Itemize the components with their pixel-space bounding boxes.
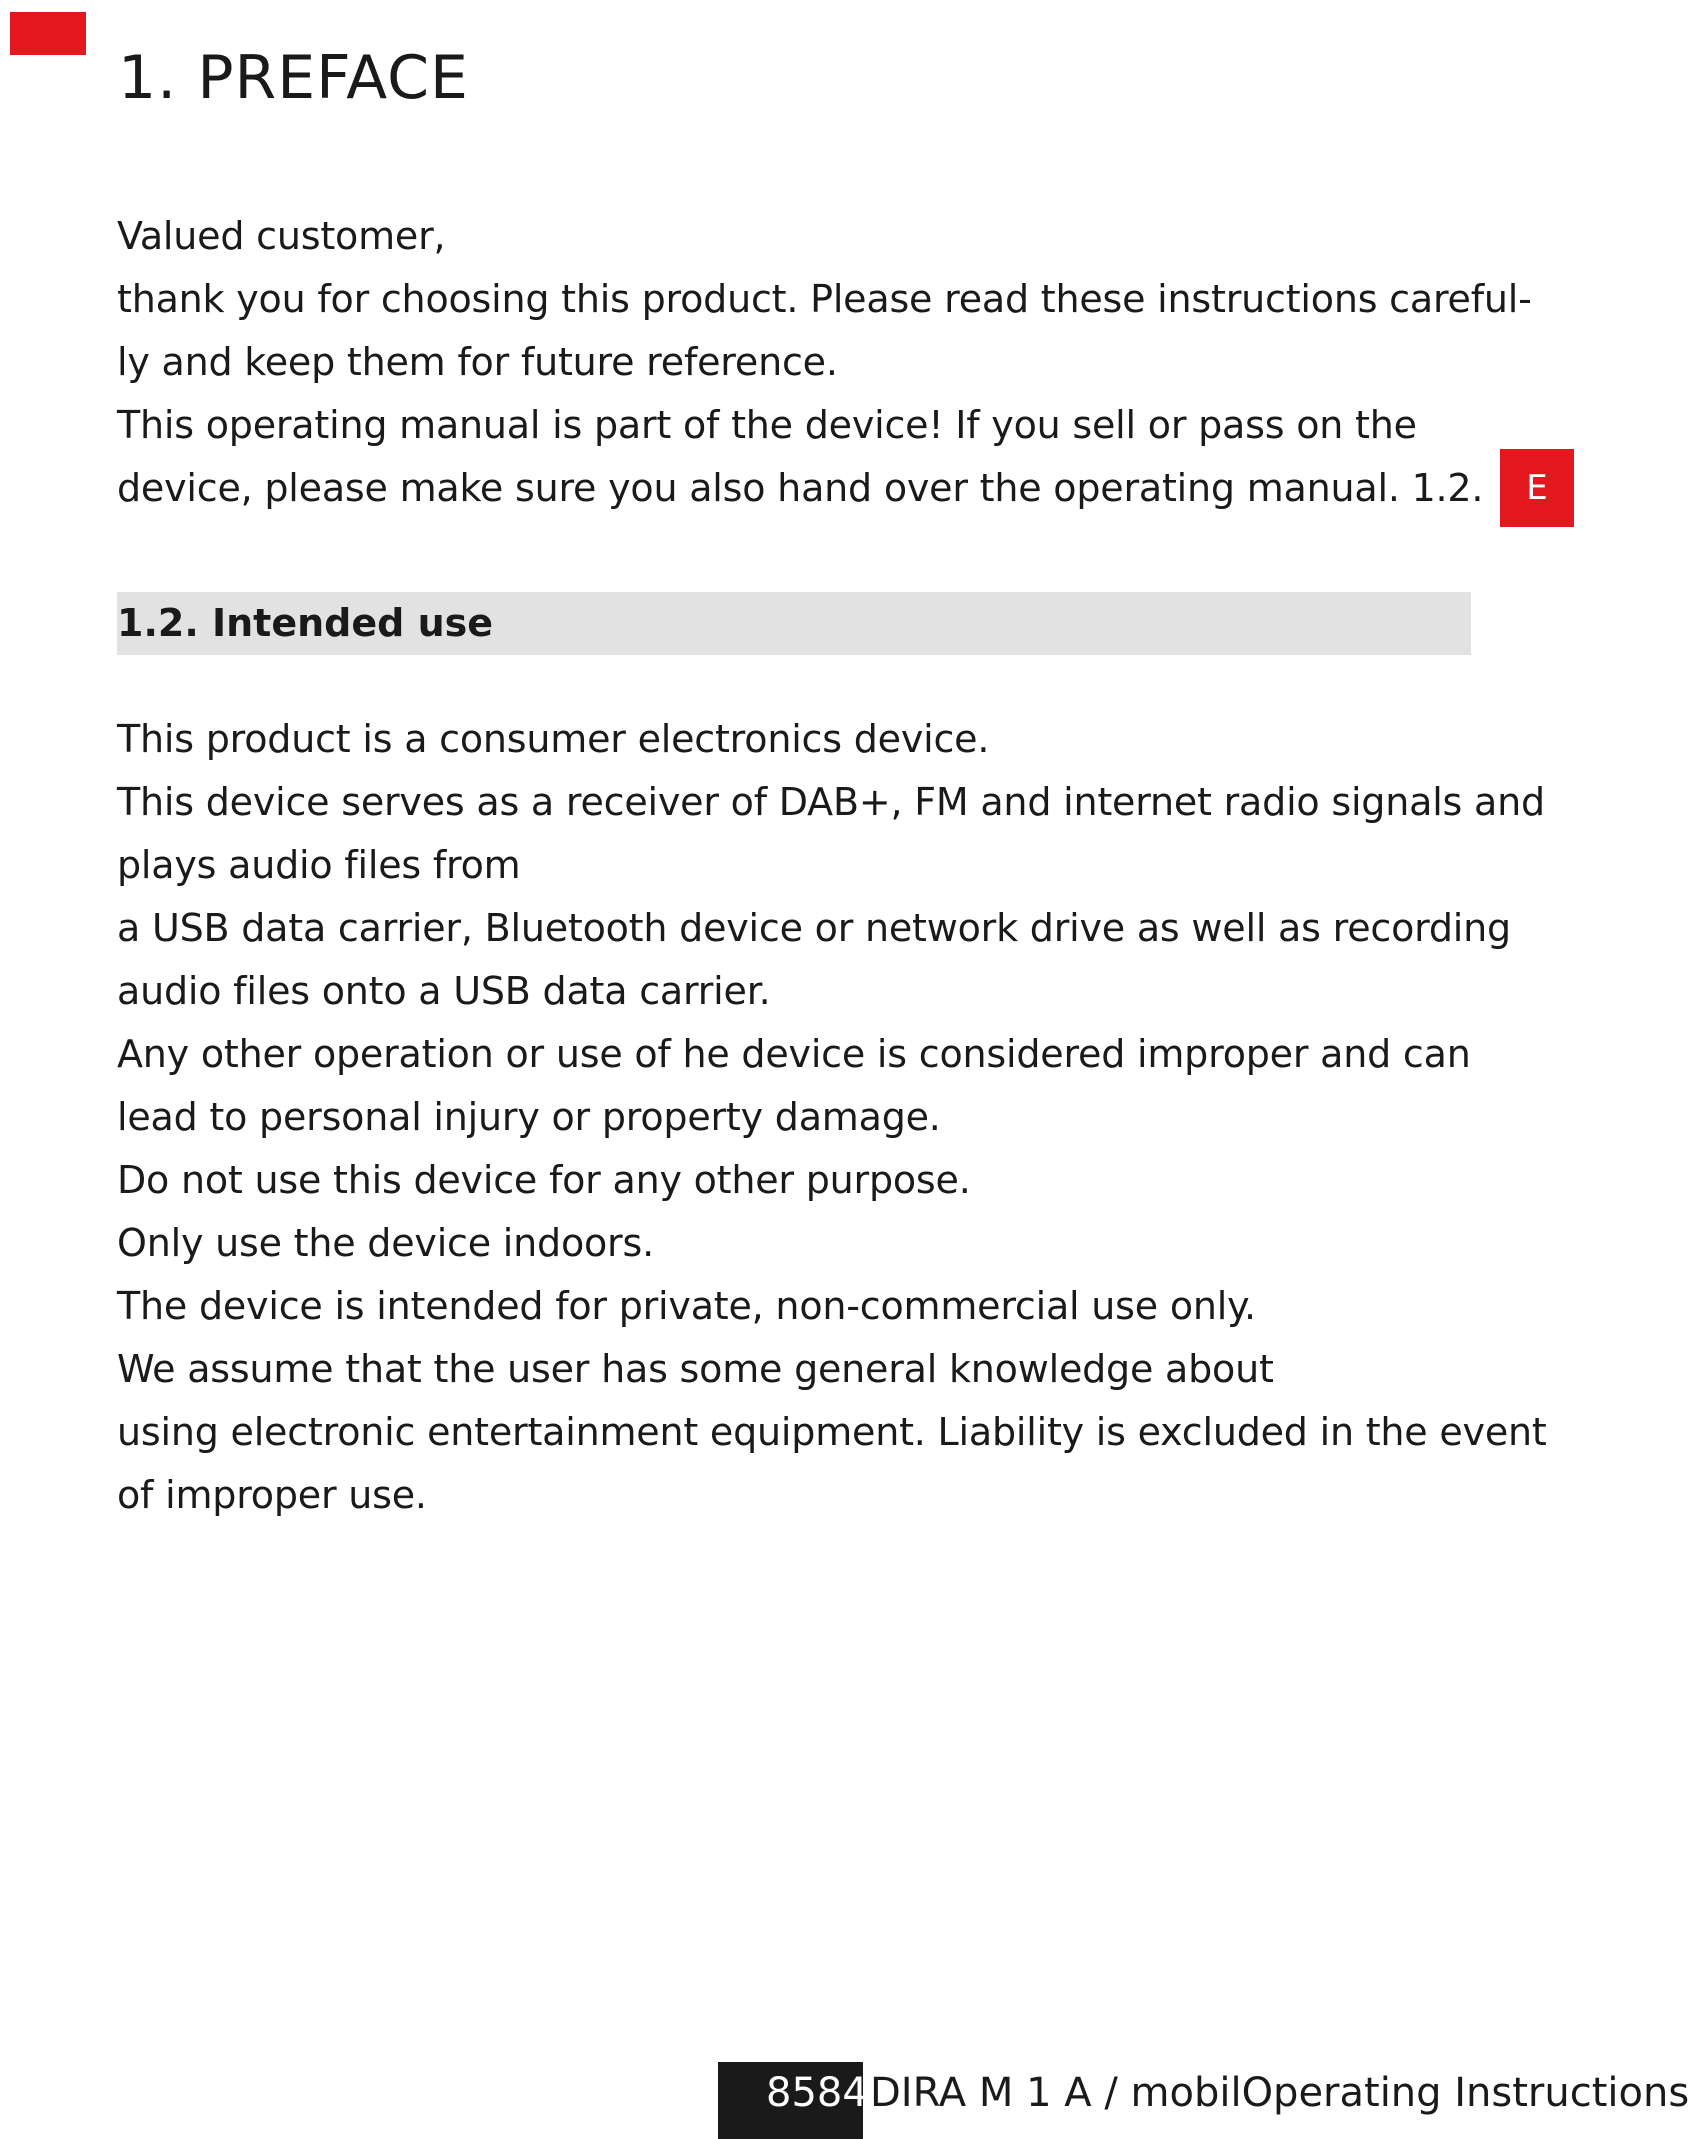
usage-line: Only use the device indoors. [117, 1221, 654, 1265]
intro-line: This operating manual is part of the device! If you sell or pass on the [117, 403, 1417, 447]
usage-line: plays audio files from [117, 843, 521, 887]
intro-line: Valued customer, [117, 214, 446, 258]
usage-line: a USB data carrier, Bluetooth device or network drive as well as recording [117, 906, 1511, 950]
footer-document-title: DIRA M 1 A / mobilOperating Instructions [870, 2070, 1689, 2116]
intro-paragraph [117, 205, 1532, 520]
intro-line: thank you for choosing this product. Please read these instructions careful- [117, 277, 1532, 321]
usage-line: The device is intended for private, non-commercial use only. [117, 1284, 1256, 1328]
intro-line: ly and keep them for future reference. [117, 340, 838, 384]
usage-line: audio files onto a USB data carrier. [117, 969, 771, 1013]
page-number: 8584 [766, 2070, 868, 2116]
usage-line: using electronic entertainment equipment. Liability is excluded in the event [117, 1410, 1547, 1454]
chapter-title: 1. PREFACE [118, 43, 469, 114]
intended-use-paragraph [117, 708, 1547, 1527]
intro-line: device, please make sure you also hand over the operating manual. 1.2. [117, 466, 1484, 510]
usage-line: of improper use. [117, 1473, 427, 1517]
usage-line: We assume that the user has some general knowledge about [117, 1347, 1274, 1391]
language-tab[interactable]: E [1500, 449, 1574, 527]
chapter-marker [10, 12, 86, 55]
usage-line: Do not use this device for any other purpose. [117, 1158, 971, 1202]
section-heading: 1.2. Intended use [117, 601, 494, 645]
section-heading-bar [117, 592, 1471, 655]
usage-line: This device serves as a receiver of DAB+, FM and internet radio signals and [117, 780, 1545, 824]
usage-line: lead to personal injury or property damage. [117, 1095, 941, 1139]
usage-line: This product is a consumer electronics device. [117, 717, 990, 761]
usage-line: Any other operation or use of he device is considered improper and can [117, 1032, 1471, 1076]
